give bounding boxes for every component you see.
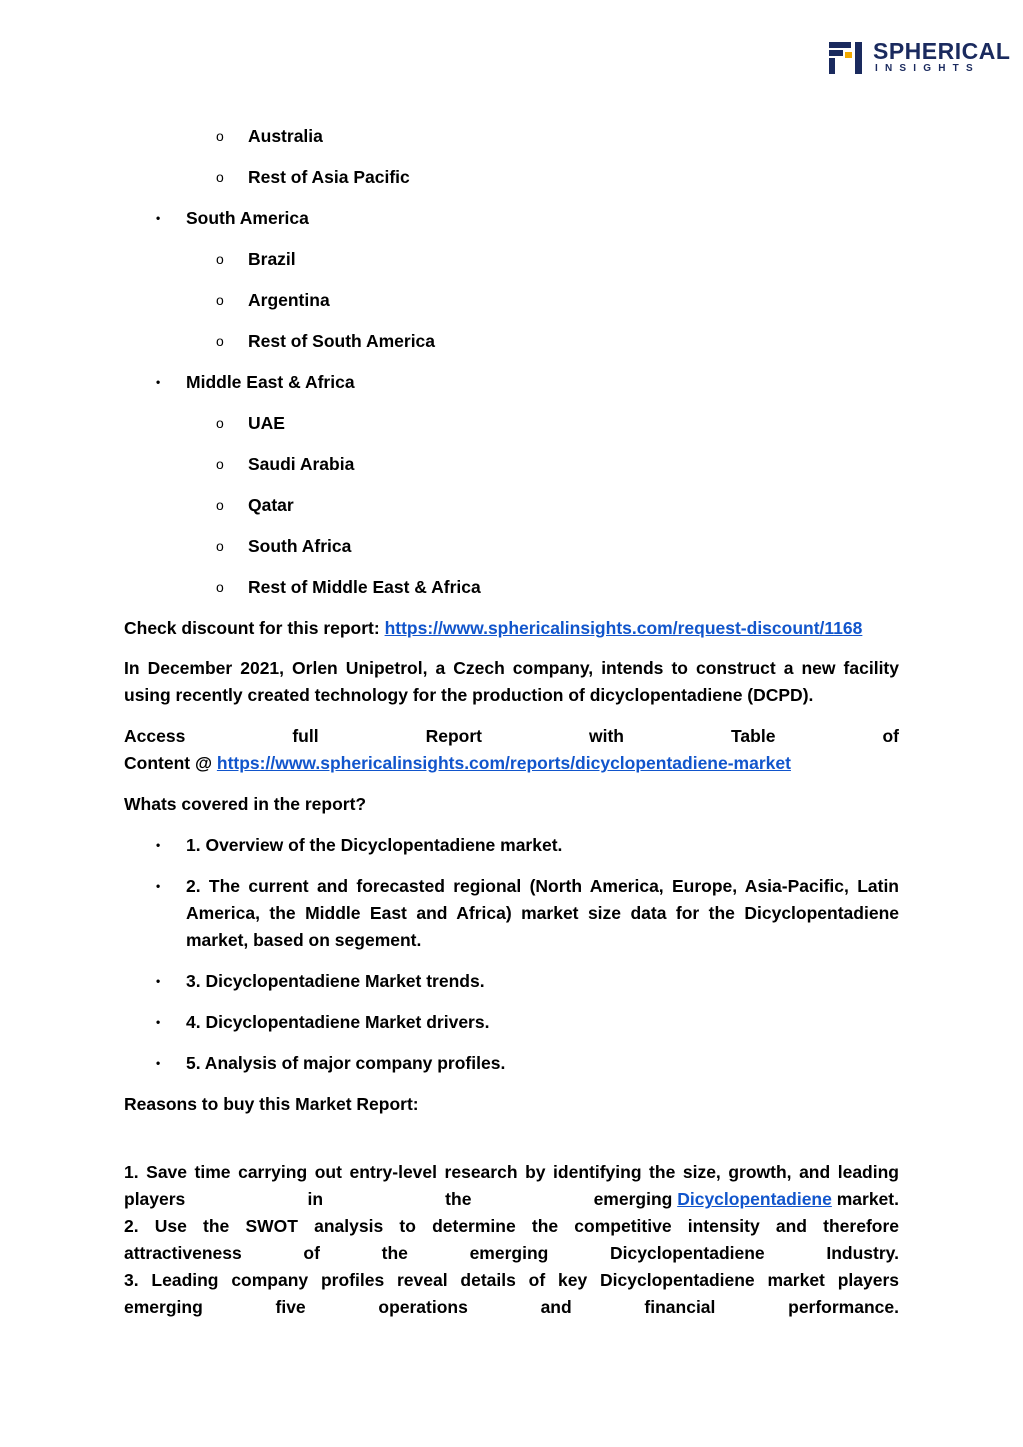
bullet-o: o — [216, 456, 224, 472]
reason-word: the — [445, 1189, 472, 1209]
access-word: full — [292, 726, 319, 746]
discount-line — [124, 615, 862, 642]
bullet-o: o — [216, 333, 224, 349]
logo-mark-icon — [829, 40, 865, 76]
list-item-rest-of-south-america: Rest of South America — [248, 331, 436, 351]
list-item-uae: UAE — [248, 413, 285, 433]
bullet-o: o — [216, 251, 224, 267]
list-item-australia: Australia — [248, 126, 323, 146]
report-link[interactable]: https://www.sphericalinsights.com/reports/dicyclopentadiene-market — [216, 753, 791, 773]
bullet-dot: • — [156, 974, 161, 988]
access-report-line — [124, 723, 899, 750]
reason-1-line-b — [124, 1186, 899, 1213]
list-item-argentina: Argentina — [248, 290, 330, 310]
reason-word: emerging — [124, 1297, 203, 1317]
covered-item-3: 3. Dicyclopentadiene Market trends. — [186, 971, 485, 991]
reason-word: Dicyclopentadiene — [610, 1243, 765, 1263]
bullet-dot: • — [156, 211, 161, 225]
reason-word-group — [594, 1186, 899, 1213]
bullet-dot: • — [156, 1015, 161, 1029]
reason-2-line-b — [124, 1240, 899, 1267]
reason-word: five — [275, 1297, 306, 1317]
reason-tail-pre: emerging — [593, 1189, 678, 1209]
discount-link[interactable]: https://www.sphericalinsights.com/request-discount/1168 — [384, 618, 863, 638]
list-item-saudi-arabia: Saudi Arabia — [248, 454, 355, 474]
bullet-o: o — [216, 579, 224, 595]
spherical-insights-logo[interactable] — [829, 38, 1011, 78]
reason-tail-post: market. — [831, 1189, 899, 1209]
reason-word: attractiveness — [124, 1243, 242, 1263]
list-item-rest-of-asia-pacific: Rest of Asia Pacific — [248, 167, 410, 187]
access-word: Report — [425, 726, 482, 746]
logo-brand-text: SPHERICAL — [873, 38, 1011, 64]
reason-word: in — [307, 1189, 324, 1209]
bullet-o: o — [216, 415, 224, 431]
reason-1-line-a: 1. Save time carrying out entry-level research by identifying the size, growth, and leading — [124, 1162, 899, 1182]
reason-word: operations — [378, 1297, 468, 1317]
bullet-dot: • — [156, 1056, 161, 1070]
logo-sub-text: INSIGHTS — [875, 63, 980, 74]
bullet-dot: • — [156, 838, 161, 852]
access-content-line — [124, 750, 791, 777]
access-word: Table — [731, 726, 776, 746]
covered-item-2: 2. The current and forecasted regional (North America, Europe, Asia-Pacific, Latin America, the Middle East and Africa) market size data for the Dicyclopentadiene market, based on segement. — [186, 876, 899, 951]
access-word: Access — [124, 726, 186, 746]
list-item-south-america: South America — [186, 208, 309, 228]
reason-word: and — [540, 1297, 572, 1317]
reason-word: the — [381, 1243, 408, 1263]
reason-3-line-a: 3. Leading company profiles reveal details of key Dicyclopentadiene market players — [124, 1270, 899, 1290]
reason-word: Industry. — [826, 1243, 899, 1263]
list-item-rest-of-middle-east-africa: Rest of Middle East & Africa — [248, 577, 481, 597]
list-item-brazil: Brazil — [248, 249, 296, 269]
discount-label: Check discount for this report: — [124, 618, 385, 638]
bullet-o: o — [216, 292, 224, 308]
bullet-o: o — [216, 538, 224, 554]
list-item-south-africa: South Africa — [248, 536, 352, 556]
list-item-middle-east-africa: Middle East & Africa — [186, 372, 355, 392]
reason-word: financial — [644, 1297, 716, 1317]
list-item-qatar: Qatar — [248, 495, 294, 515]
bullet-o: o — [216, 497, 224, 513]
dicyclopentadiene-link[interactable]: Dicyclopentadiene — [677, 1189, 832, 1209]
covered-item-5: 5. Analysis of major company profiles. — [186, 1053, 506, 1073]
reason-3-line-b — [124, 1294, 899, 1321]
access-word: with — [589, 726, 624, 746]
reason-word: emerging — [469, 1243, 549, 1263]
reason-word: players — [124, 1189, 186, 1209]
reason-word: of — [303, 1243, 320, 1263]
covered-heading: Whats covered in the report? — [124, 794, 367, 814]
reasons-heading: Reasons to buy this Market Report: — [124, 1094, 419, 1114]
bullet-dot: • — [156, 879, 161, 893]
news-paragraph: In December 2021, Orlen Unipetrol, a Czech company, intends to construct a new facility using recently created technology for the production of dicyclopentadiene (DCPD). — [124, 658, 899, 706]
reason-word: performance. — [788, 1297, 899, 1317]
access-prefix: Content @ — [124, 753, 217, 773]
bullet-o: o — [216, 128, 224, 144]
access-word: of — [882, 726, 899, 746]
bullet-dot: • — [156, 375, 161, 389]
covered-item-1: 1. Overview of the Dicyclopentadiene market. — [186, 835, 563, 855]
reason-2-line-a: 2. Use the SWOT analysis to determine the competitive intensity and therefore — [124, 1216, 899, 1236]
bullet-o: o — [216, 169, 224, 185]
covered-item-4: 4. Dicyclopentadiene Market drivers. — [186, 1012, 490, 1032]
